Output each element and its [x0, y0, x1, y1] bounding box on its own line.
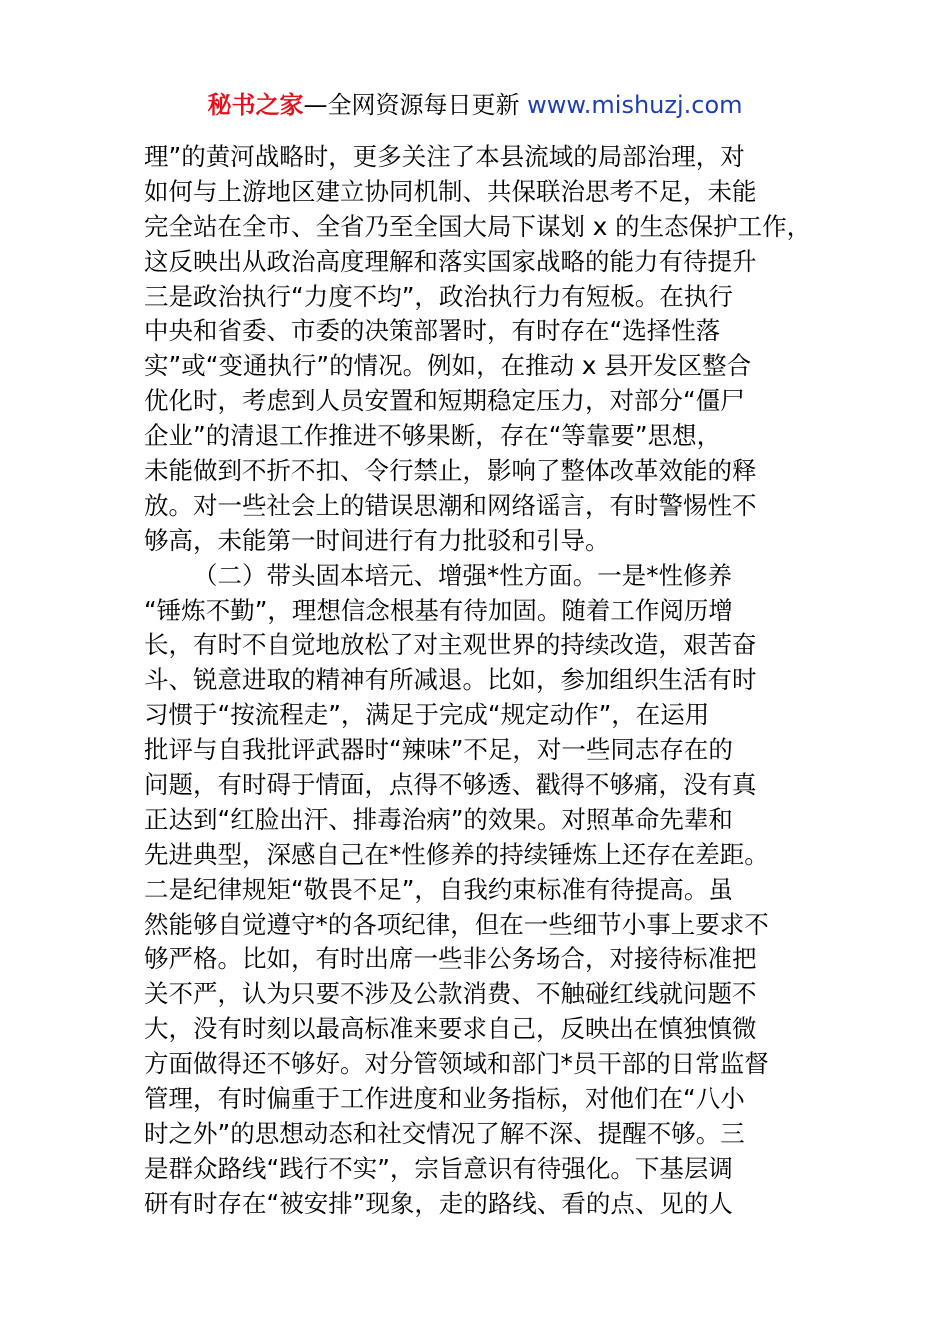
header-slogan: —全网资源每日更新 [303, 91, 528, 119]
document-body [144, 140, 824, 1222]
text-line: “锤炼不勤”，理想信念根基有待加固。随着工作阅历增 [144, 595, 733, 625]
text-line: 是群众路线“践行不实”，宗旨意识有待强化。下基层调 [144, 1153, 733, 1183]
text-line: 够严格。比如，有时出席一些非公务场合，对接待标准把 [144, 944, 757, 974]
brand-name: 秘书之家 [207, 91, 304, 119]
text-line: 时之外”的思想动态和社交情况了解不深、提醒不够。三 [144, 1118, 745, 1148]
site-url-link[interactable]: www.mishuzj.com [527, 91, 743, 119]
text-line: 理”的黄河战略时，更多关注了本县流域的局部治理，对 [144, 142, 745, 171]
text-line: 企业”的清退工作推进不够果断，存在“等靠要”思想， [144, 421, 722, 451]
text-line: 未能做到不折不扣、令行禁止，影响了整体改革效能的释 [144, 456, 757, 486]
text-line: 正达到“红脸出汗、排毒治病”的效果。对照革命先辈和 [144, 804, 733, 834]
text-line: 大，没有时刻以最高标准来要求自己，反映出在慎独慎微 [144, 1014, 757, 1044]
text-line: 够高，未能第一时间进行有力批驳和引导。 [144, 525, 610, 555]
text-line: 先进典型，深感自己在*性修养的持续锤炼上还存在差距。 [144, 839, 769, 869]
text-line: 优化时，考虑到人员安置和短期稳定压力，对部分“僵尸 [144, 386, 745, 416]
text-line: 长，有时不自觉地放松了对主观世界的持续改造，艰苦奋 [144, 630, 757, 660]
text-line: 这反映出从政治高度理解和落实国家战略的能力有待提升 [144, 246, 757, 276]
text-line: 习惯于“按流程走”，满足于完成“规定动作”，在运用 [144, 700, 710, 730]
text-line: 斗、锐意进取的精神有所减退。比如，参加组织生活有时 [144, 665, 757, 695]
text-line: 如何与上游地区建立协同机制、共保联治思考不足，未能 [144, 176, 757, 206]
text-line: 实”或“变通执行”的情况。例如，在推动 x 县开发区整合 [144, 351, 752, 381]
text-line: 关不严，认为只要不涉及公款消费、不触碰红线就问题不 [144, 979, 757, 1009]
text-line: 批评与自我批评武器时“辣味”不足，对一些同志存在的 [144, 735, 733, 765]
text-line: 二是纪律规矩“敬畏不足”，自我约束标准有待提高。虽 [144, 874, 733, 904]
text-line: 三是政治执行“力度不均”，政治执行力有短板。在执行 [144, 281, 733, 311]
text-line: 放。对一些社会上的错误思潮和网络谣言，有时警惕性不 [144, 490, 757, 520]
text-line: 然能够自觉遵守*的各项纪律，但在一些细节小事上要求不 [144, 909, 769, 939]
text-line: 研有时存在“被安排”现象，走的路线、看的点、见的人 [144, 1188, 733, 1218]
site-header [0, 88, 950, 122]
text-line: 中央和省委、市委的决策部署时，有时存在“选择性落 [144, 316, 721, 346]
text-line: 方面做得还不够好。对分管领域和部门*员干部的日常监督 [144, 1049, 769, 1079]
text-line: 管理，有时偏重于工作进度和业务指标，对他们在“八小 [144, 1084, 745, 1114]
text-line: 问题，有时碍于情面，点得不够透、戳得不够痛，没有真 [144, 770, 757, 800]
section-heading-line: （二）带头固本培元、增强*性方面。一是*性修养 [193, 560, 732, 590]
text-line: 完全站在全市、全省乃至全国大局下谋划 x 的生态保护工作， [144, 211, 812, 241]
